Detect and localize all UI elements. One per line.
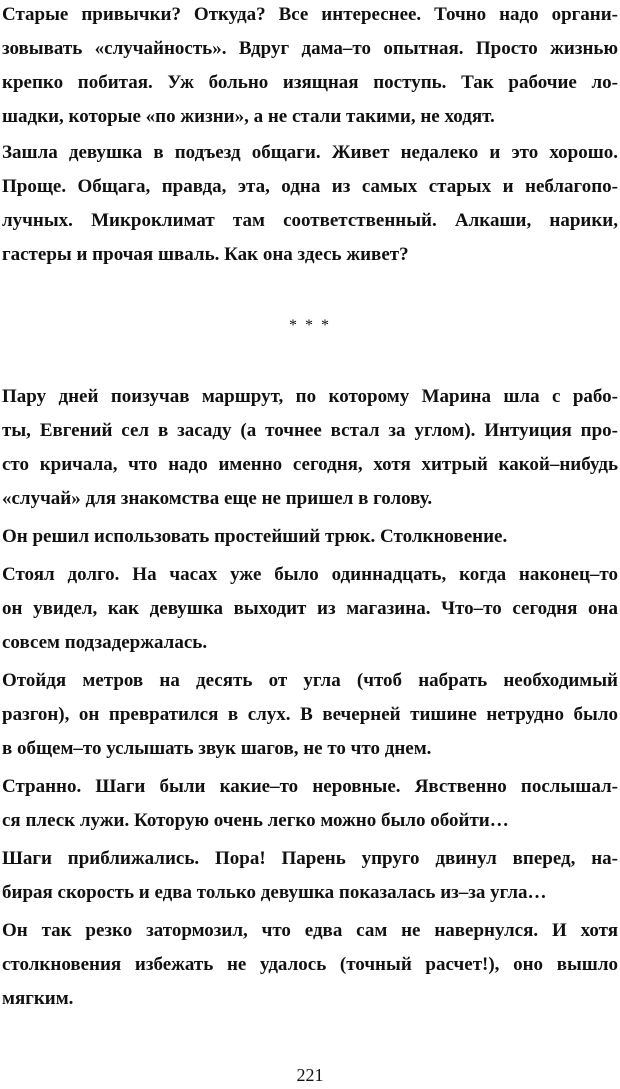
text-line: совсем подзадержалась. bbox=[2, 632, 208, 653]
text-line: «случай» для знакомства еще не пришел в голову. bbox=[2, 488, 433, 509]
text-line: Странно. Шаги были какие–то неровные. Явственно послышал- bbox=[2, 776, 618, 797]
text-line: Старые привычки? Откуда? Все интереснее. Точно надо органи- bbox=[2, 4, 618, 25]
text-line: Он так резко затормозил, что едва сам не навернулся. И хотя bbox=[2, 920, 618, 941]
scene-separator: * * * bbox=[289, 317, 331, 334]
text-line: Шаги приближались. Пора! Парень упруго двинул вперед, на- bbox=[2, 848, 618, 869]
text-line: мягким. bbox=[2, 988, 74, 1009]
text-line: Проще. Общага, правда, эта, одна из самых старых и неблагопо- bbox=[2, 176, 618, 197]
text-line: бирая скорость и едва только девушка показалась из–за угла… bbox=[2, 882, 547, 903]
text-line: Отойдя метров на десять от угла (чтоб набрать необходимый bbox=[2, 670, 618, 691]
text-line: столкновения избежать не удалось (точный расчет!), оно вышло bbox=[2, 954, 618, 975]
text-line: сто кричала, что надо именно сегодня, хотя хитрый какой–нибудь bbox=[2, 454, 618, 475]
text-line: зовывать «случайность». Вдруг дама–то опытная. Просто жизнью bbox=[2, 38, 618, 59]
book-page bbox=[2, 0, 618, 1089]
text-line: Стоял долго. На часах уже было одиннадцать, когда наконец–то bbox=[2, 564, 618, 585]
text-line: Зашла девушка в подъезд общаги. Живет недалеко и это хорошо. bbox=[2, 142, 618, 163]
text-line: шадки, которые «по жизни», а не стали такими, не ходят. bbox=[2, 106, 495, 127]
text-line: лучных. Микроклимат там соответственный. Алкаши, нарики, bbox=[2, 210, 618, 231]
text-line: в общем–то услышать звук шагов, не то что днем. bbox=[2, 738, 432, 759]
text-line: он увидел, как девушка выходит из магазина. Что–то сегодня она bbox=[2, 598, 618, 619]
text-line: ся плеск лужи. Которую очень легко можно было обойти… bbox=[2, 810, 509, 831]
text-line: Пару дней поизучав маршрут, по которому Марина шла с рабо- bbox=[2, 386, 618, 407]
text-line: ты, Евгений сел в засаду (а точнее встал за углом). Интуиция про- bbox=[2, 420, 618, 441]
text-line: крепко побитая. Уж больно изящная поступь. Так рабочие ло- bbox=[2, 72, 618, 93]
text-line: гастеры и прочая шваль. Как она здесь живет? bbox=[2, 244, 409, 265]
text-line: разгон), он превратился в слух. В вечерней тишине нетрудно было bbox=[2, 704, 618, 725]
text-line: Он решил использовать простейший трюк. Столкновение. bbox=[2, 526, 508, 547]
page-number: 221 bbox=[296, 1065, 324, 1085]
